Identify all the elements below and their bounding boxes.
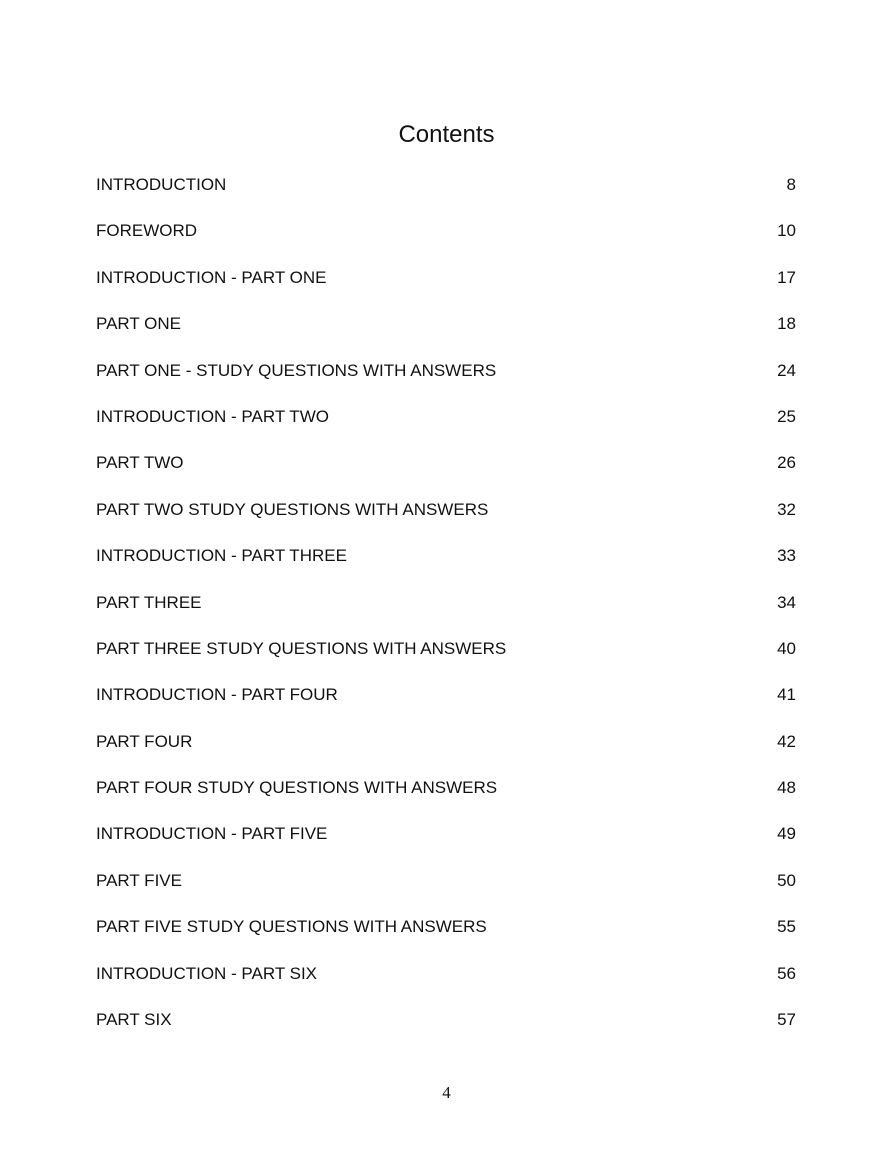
toc-entry[interactable]: [96, 219, 796, 265]
contents-title: Contents: [398, 121, 495, 148]
toc-entry[interactable]: [96, 962, 796, 1008]
toc-entry-label: INTRODUCTION - PART THREE: [96, 546, 347, 566]
toc-entry-page: 34: [777, 592, 796, 612]
toc-entry-page: 24: [777, 360, 796, 380]
toc-entry[interactable]: [96, 312, 796, 358]
toc-entry-page: 41: [777, 685, 796, 705]
toc-entry[interactable]: [96, 451, 796, 497]
toc-entry-page: 40: [777, 638, 796, 658]
toc-entry-label: INTRODUCTION - PART ONE: [96, 267, 327, 287]
toc-entry-label: PART FOUR STUDY QUESTIONS WITH ANSWERS: [96, 778, 498, 798]
toc-entry-page: 55: [777, 917, 796, 937]
toc-entry[interactable]: [96, 173, 796, 219]
toc-entry[interactable]: [96, 730, 796, 776]
toc-entry[interactable]: [96, 637, 796, 683]
toc-entry-page: 18: [777, 314, 796, 334]
toc-entry[interactable]: [96, 822, 796, 868]
toc-entry[interactable]: [96, 498, 796, 544]
toc-entry[interactable]: [96, 405, 796, 451]
toc-entry-label: PART THREE STUDY QUESTIONS WITH ANSWERS: [96, 638, 507, 658]
toc-entry-page: 49: [777, 824, 796, 844]
toc-entry[interactable]: [96, 266, 796, 312]
toc-entry-label: INTRODUCTION - PART FOUR: [96, 685, 338, 705]
toc-entry[interactable]: [96, 869, 796, 915]
toc-entry-page: 8: [786, 175, 796, 194]
toc-entry-label: PART ONE: [96, 314, 182, 334]
toc-entry-label: PART FIVE STUDY QUESTIONS WITH ANSWERS: [96, 917, 487, 937]
toc-entry-label: INTRODUCTION - PART TWO: [96, 406, 329, 426]
toc-entry-page: 33: [777, 546, 796, 566]
toc-entry-page: 26: [777, 453, 796, 473]
toc-list: [96, 173, 796, 1054]
toc-entry[interactable]: [96, 591, 796, 637]
toc-entry[interactable]: [96, 683, 796, 729]
toc-entry-page: 57: [777, 1010, 796, 1030]
page-number: 4: [442, 1083, 451, 1102]
toc-entry-label: PART SIX: [96, 1010, 172, 1030]
toc-entry-label: INTRODUCTION: [96, 175, 227, 194]
toc-entry-label: PART THREE: [96, 592, 202, 612]
toc-entry-page: 48: [777, 778, 796, 798]
toc-entry-label: PART TWO STUDY QUESTIONS WITH ANSWERS: [96, 499, 489, 519]
toc-entry-label: INTRODUCTION - PART SIX: [96, 963, 318, 983]
toc-entry-page: 10: [777, 221, 796, 241]
toc-entry[interactable]: [96, 544, 796, 590]
toc-entry-label: FOREWORD: [96, 221, 198, 241]
toc-entry-page: 25: [777, 406, 796, 426]
toc-entry-label: PART FOUR: [96, 731, 193, 751]
toc-entry-label: INTRODUCTION - PART FIVE: [96, 824, 328, 844]
toc-entry[interactable]: [96, 1008, 796, 1054]
toc-entry-page: 17: [777, 267, 796, 287]
toc-entry-page: 42: [777, 731, 796, 751]
toc-entry[interactable]: [96, 776, 796, 822]
toc-entry-label: PART TWO: [96, 453, 184, 473]
toc-entry-label: PART FIVE: [96, 870, 182, 890]
toc-entry[interactable]: [96, 359, 796, 405]
toc-entry-page: 56: [777, 963, 796, 983]
toc-entry-page: 32: [777, 499, 796, 519]
toc-entry[interactable]: [96, 915, 796, 961]
toc-entry-page: 50: [777, 870, 796, 890]
toc-entry-label: PART ONE - STUDY QUESTIONS WITH ANSWERS: [96, 360, 497, 380]
